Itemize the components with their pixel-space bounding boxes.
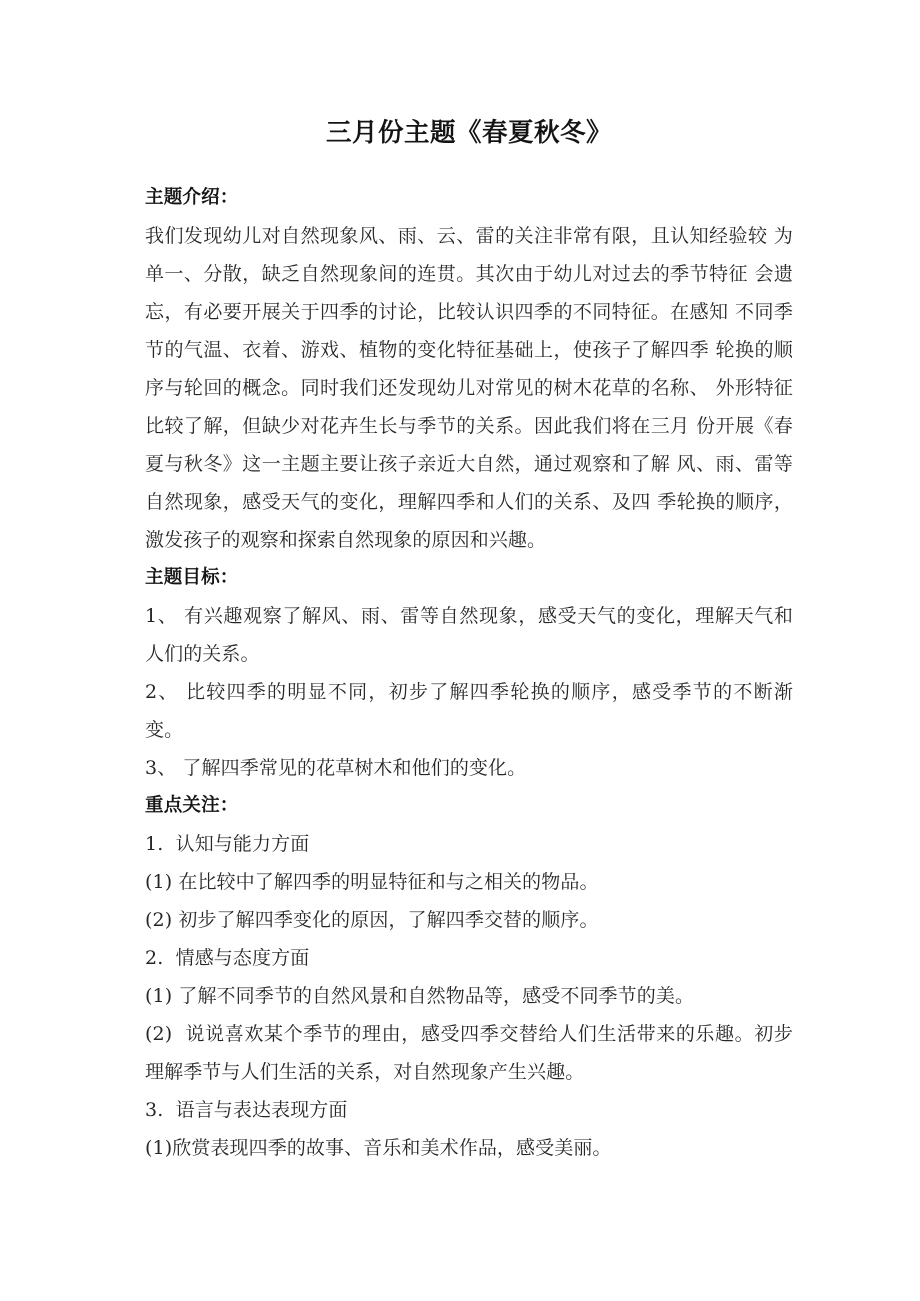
section-theme-goals: [145, 559, 793, 787]
key-focus-group: [145, 825, 793, 939]
key-focus-item: (1) 了解不同季节的自然风景和自然物品等，感受不同季节的美。: [145, 984, 695, 1007]
key-focus-group: [145, 1091, 793, 1167]
key-focus-item: (2) 说说喜欢某个季节的理由，感受四季交替给人们生活带来的乐趣。初步理解季节与人们生活的关系，对自然现象产生兴趣。: [145, 1022, 793, 1083]
section-heading-theme-introduction: 主题介绍：: [145, 186, 239, 208]
key-focus-item: (2) 初步了解四季变化的原因，了解四季交替的顺序。: [145, 908, 599, 931]
theme-introduction-paragraph: 我们发现幼儿对自然现象风、雨、云、雷的关注非常有限，且认知经验较 为单一、分散，缺乏自然现象间的连贯。其次由于幼儿对过去的季节特征 会遗忘，有必要开展关于四季的讨论，比较认识四季的不同特征。在感知 不同季节的气温、衣着、游戏、植物的变化特征基础上，使孩子了解四季 轮换的顺序与轮回的概念。同时我们还发现幼儿对常见的树木花草的名称、 外形特征比较了解，但缺少对花卉生长与季节的关系。因此我们将在三月 份开展《春夏与秋冬》这一主题主要让孩子亲近大自然，通过观察和了解 风、雨、雷等自然现象，感受天气的变化，理解四季和人们的关系、及四 季轮换的顺序，激发孩子的观察和探索自然现象的原因和兴趣。: [145, 224, 793, 551]
key-focus-group-title: 1. 认知与能力方面: [145, 832, 310, 855]
key-focus-group-title: 2. 情感与态度方面: [145, 946, 310, 969]
page-title: 三月份主题《春夏秋冬》: [325, 118, 612, 148]
key-focus-group-title: 3. 语言与表达表现方面: [145, 1098, 348, 1121]
section-key-focus: [145, 787, 793, 1167]
key-focus-item: (1)欣赏表现四季的故事、音乐和美术作品，感受美丽。: [145, 1136, 612, 1159]
document-body: [145, 0, 793, 1167]
section-heading-theme-goals: 主题目标：: [145, 566, 239, 588]
section-theme-introduction: [145, 179, 793, 559]
section-heading-key-focus: 重点关注：: [145, 794, 239, 816]
key-focus-item: (1) 在比较中了解四季的明显特征和与之相关的物品。: [145, 870, 599, 893]
key-focus-group: [145, 939, 793, 1091]
theme-goal-item: 3、 了解四季常见的花草树木和他们的变化。: [145, 756, 527, 779]
theme-goal-item: 1、 有兴趣观察了解风、雨、雷等自然现象，感受天气的变化，理解天气和人们的关系。: [145, 604, 793, 665]
theme-goal-item: 2、 比较四季的明显不同，初步了解四季轮换的顺序，感受季节的不断渐变。: [145, 680, 793, 741]
